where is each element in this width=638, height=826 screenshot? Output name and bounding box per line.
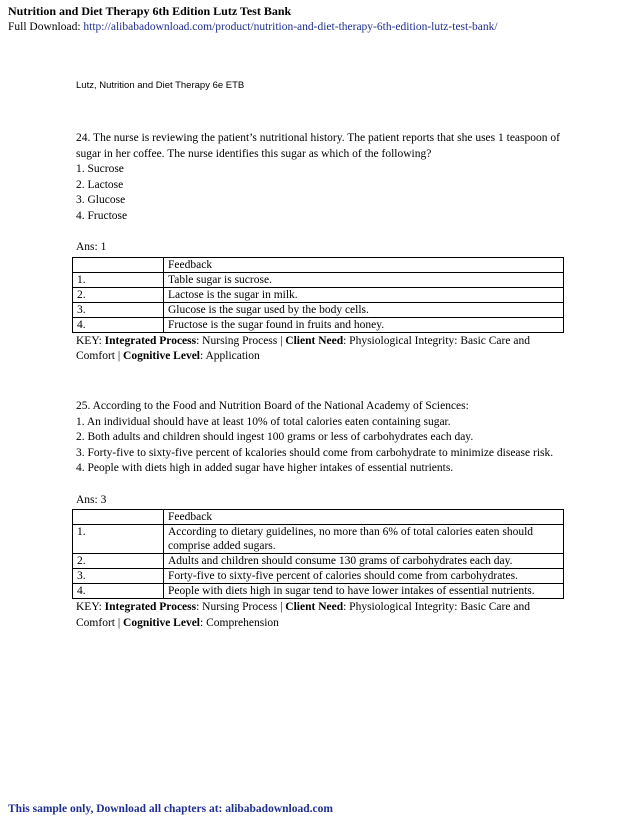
running-head: Lutz, Nutrition and Diet Therapy 6e ETB: [76, 80, 245, 91]
answer: Ans: 1: [76, 241, 107, 253]
option: 4. Fructose: [76, 209, 128, 222]
table-row: [73, 554, 564, 569]
key-cn-label: Client Need: [285, 334, 344, 347]
download-prefix: Full Download:: [8, 21, 84, 33]
footer-notice: This sample only, Download all chapters at: alibabadownload.com: [8, 803, 333, 815]
key-cl-label: Cognitive Level: [123, 616, 201, 629]
option: 2. Lactose: [76, 178, 124, 191]
key-cn-value: : Physiological Integrity: Basic Care and Comfort |: [76, 334, 530, 362]
key-cl-label: Cognitive Level: [123, 350, 201, 362]
feedback-num: 2.: [73, 554, 164, 569]
table-row: [73, 272, 564, 287]
key-cl-value: : Comprehension: [200, 616, 279, 629]
feedback-text: Adults and children should consume 130 grams of carbohydrates each day.: [164, 554, 564, 569]
feedback-num: 4.: [73, 584, 164, 599]
table-row: [73, 317, 564, 332]
table-row: [73, 525, 564, 554]
feedback-num: 1.: [73, 272, 164, 287]
feedback-text: Lactose is the sugar in milk.: [164, 287, 564, 302]
table-row: [73, 257, 564, 272]
key-label: KEY:: [76, 334, 105, 347]
key-label: KEY:: [76, 601, 105, 613]
table-row: [73, 510, 564, 525]
key-ip-value: : Nursing Process |: [196, 334, 286, 347]
feedback-text: According to dietary guidelines, no more than 6% of total calories eaten should comprise added sugars.: [164, 525, 564, 554]
feedback-header: Feedback: [164, 510, 564, 525]
document-title: Nutrition and Diet Therapy 6th Edition Lutz Test Bank: [8, 4, 292, 18]
question-stem: 24. The nurse is reviewing the patient’s nutritional history. The patient reports that she uses 1 teaspoon of sugar in her coffee. The nurse identifies this sugar as which of the following?: [76, 132, 560, 160]
feedback-table: [72, 509, 564, 599]
answer: Ans: 3: [76, 493, 107, 506]
key-line: [76, 600, 560, 631]
question-24: [76, 131, 560, 365]
feedback-text: People with diets high in sugar tend to have lower intakes of essential nutrients.: [164, 584, 564, 599]
table-row: [73, 287, 564, 302]
download-link[interactable]: http://alibabadownload.com/product/nutrition-and-diet-therapy-6th-edition-lutz-test-bank/: [83, 21, 498, 33]
table-row: [73, 584, 564, 599]
key-ip-label: Integrated Process: [104, 601, 197, 613]
question-25: [76, 399, 560, 631]
option: 1. Sucrose: [76, 163, 124, 175]
feedback-num: 3.: [73, 569, 164, 584]
table-cell: [73, 510, 164, 525]
feedback-num: 1.: [73, 525, 164, 554]
feedback-text: Glucose is the sugar used by the body cells.: [164, 302, 564, 317]
key-ip-value: : Nursing Process |: [196, 601, 286, 613]
key-cl-value: : Application: [200, 350, 260, 362]
option: 2. Both adults and children should ingest 100 grams or less of carbohydrates each day.: [76, 431, 474, 443]
option: 4. People with diets high in added sugar have higher intakes of essential nutrients.: [76, 462, 454, 474]
table-cell: [73, 257, 164, 272]
download-line: [8, 20, 498, 35]
feedback-num: 2.: [73, 287, 164, 302]
question-stem: 25. According to the Food and Nutrition Board of the National Academy of Sciences:: [76, 400, 469, 412]
feedback-header: Feedback: [164, 257, 564, 272]
option: 3. Forty-five to sixty-five percent of kcalories should come from carbohydrate to minimize disease risk.: [76, 446, 554, 459]
option: 3. Glucose: [76, 194, 126, 206]
key-ip-label: Integrated Process: [104, 334, 197, 347]
feedback-text: Table sugar is sucrose.: [164, 272, 564, 287]
feedback-text: Fructose is the sugar found in fruits and honey.: [164, 317, 564, 332]
feedback-num: 4.: [73, 317, 164, 332]
feedback-table: [72, 257, 564, 333]
feedback-num: 3.: [73, 302, 164, 317]
feedback-text: Forty-five to sixty-five percent of calories should come from carbohydrates.: [164, 569, 564, 584]
key-cn-value: : Physiological Integrity: Basic Care and Comfort |: [76, 601, 530, 629]
option: 1. An individual should have at least 10% of total calories eaten containing sugar.: [76, 415, 451, 428]
key-line: [76, 334, 560, 365]
key-cn-label: Client Need: [285, 601, 344, 613]
table-row: [73, 302, 564, 317]
table-row: [73, 569, 564, 584]
